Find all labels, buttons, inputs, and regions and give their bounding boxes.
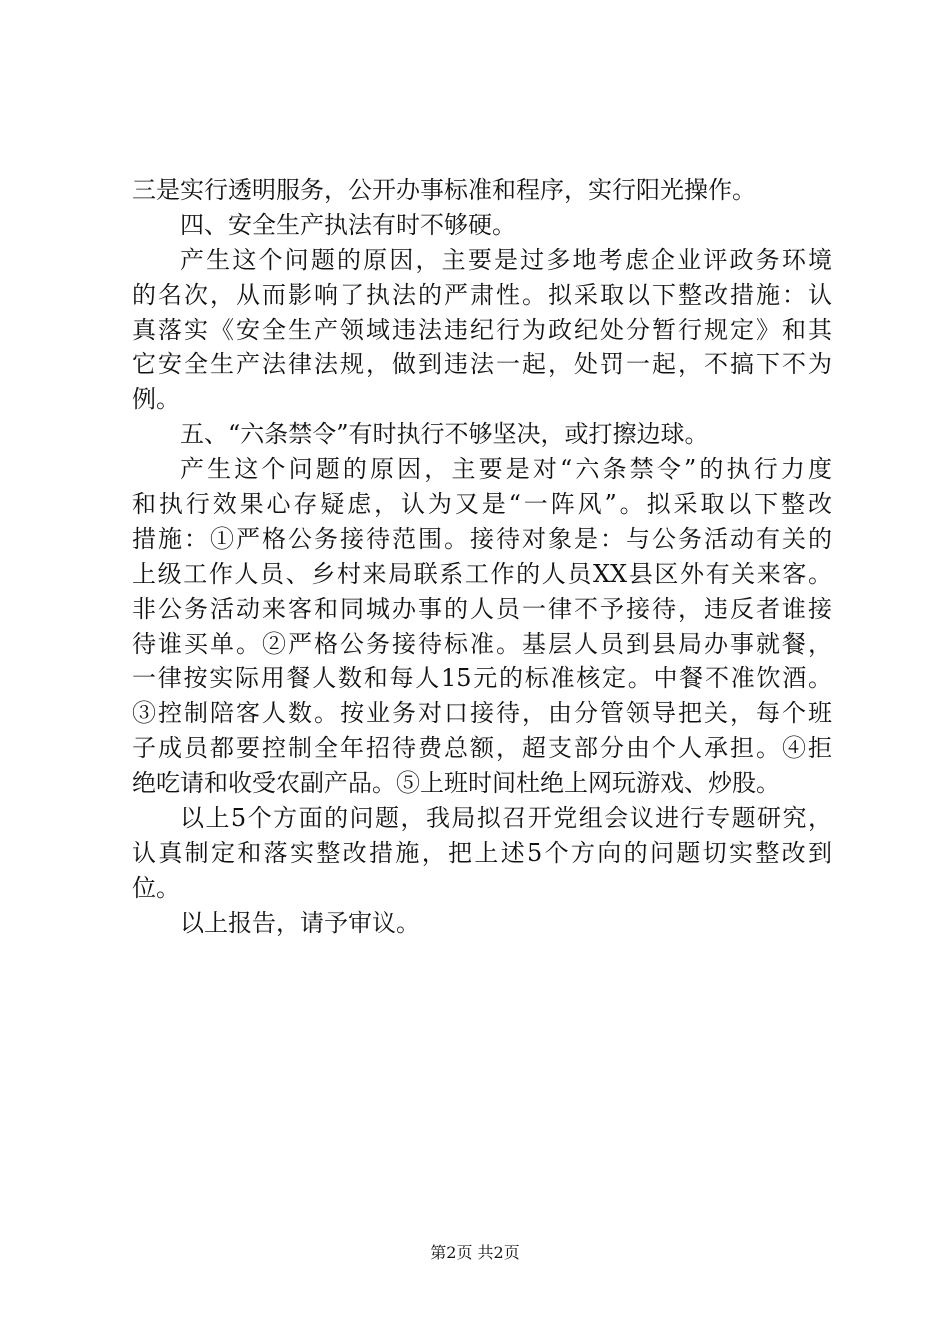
text-line: 一律按实际用餐人数和每人15元的标准核定。中餐不准饮酒。 bbox=[132, 664, 832, 693]
text-line: 四、安全生产执法有时不够硬。 bbox=[180, 210, 516, 239]
text-line: 非公务活动来客和同城办事的人员一律不予接待，违反者谁接 bbox=[132, 594, 832, 623]
text-line: 例。 bbox=[132, 385, 180, 414]
text-line: 待谁买单。②严格公务接待标准。基层人员到县局办事就餐， bbox=[132, 629, 832, 658]
text-line: 和执行效果心存疑虑，认为又是“一阵风”。拟采取以下整改 bbox=[132, 490, 832, 519]
text-line: 产生这个问题的原因，主要是过多地考虑企业评政务环境 bbox=[180, 245, 832, 274]
text-line: 措施：①严格公务接待范围。接待对象是：与公务活动有关的 bbox=[132, 524, 832, 553]
text-line: 子成员都要控制全年招待费总额，超支部分由个人承担。④拒 bbox=[132, 734, 832, 763]
text-line: 以上报告，请予审议。 bbox=[180, 908, 420, 937]
text-line: 它安全生产法律法规，做到违法一起，处罚一起，不搞下不为 bbox=[132, 350, 832, 379]
text-line: ③控制陪客人数。按业务对口接待，由分管领导把关，每个班 bbox=[132, 699, 832, 728]
text-line: 以上5个方面的问题，我局拟召开党组会议进行专题研究， bbox=[180, 804, 832, 833]
text-line: 真落实《安全生产领域违法违纪行为政纪处分暂行规定》和其 bbox=[132, 315, 832, 344]
document-body bbox=[132, 173, 832, 941]
text-line: 的名次，从而影响了执法的严肃性。拟采取以下整改措施：认 bbox=[132, 280, 832, 309]
text-line: 三是实行透明服务，公开办事标准和程序，实行阳光操作。 bbox=[132, 176, 756, 204]
page-footer: 第2页 共2页 bbox=[430, 1243, 520, 1262]
text-line: 认真制定和落实整改措施，把上述5个方向的问题切实整改到 bbox=[132, 838, 832, 867]
text-line: 位。 bbox=[132, 873, 180, 902]
text-line: 五、“六条禁令”有时执行不够坚决，或打擦边球。 bbox=[180, 420, 709, 449]
text-line: 上级工作人员、乡村来局联系工作的人员XX县区外有关来客。 bbox=[132, 559, 832, 588]
text-line: 绝吃请和收受农副产品。⑤上班时间杜绝上网玩游戏、炒股。 bbox=[132, 769, 780, 798]
text-line: 产生这个问题的原因，主要是对“六条禁令”的执行力度 bbox=[180, 455, 832, 484]
